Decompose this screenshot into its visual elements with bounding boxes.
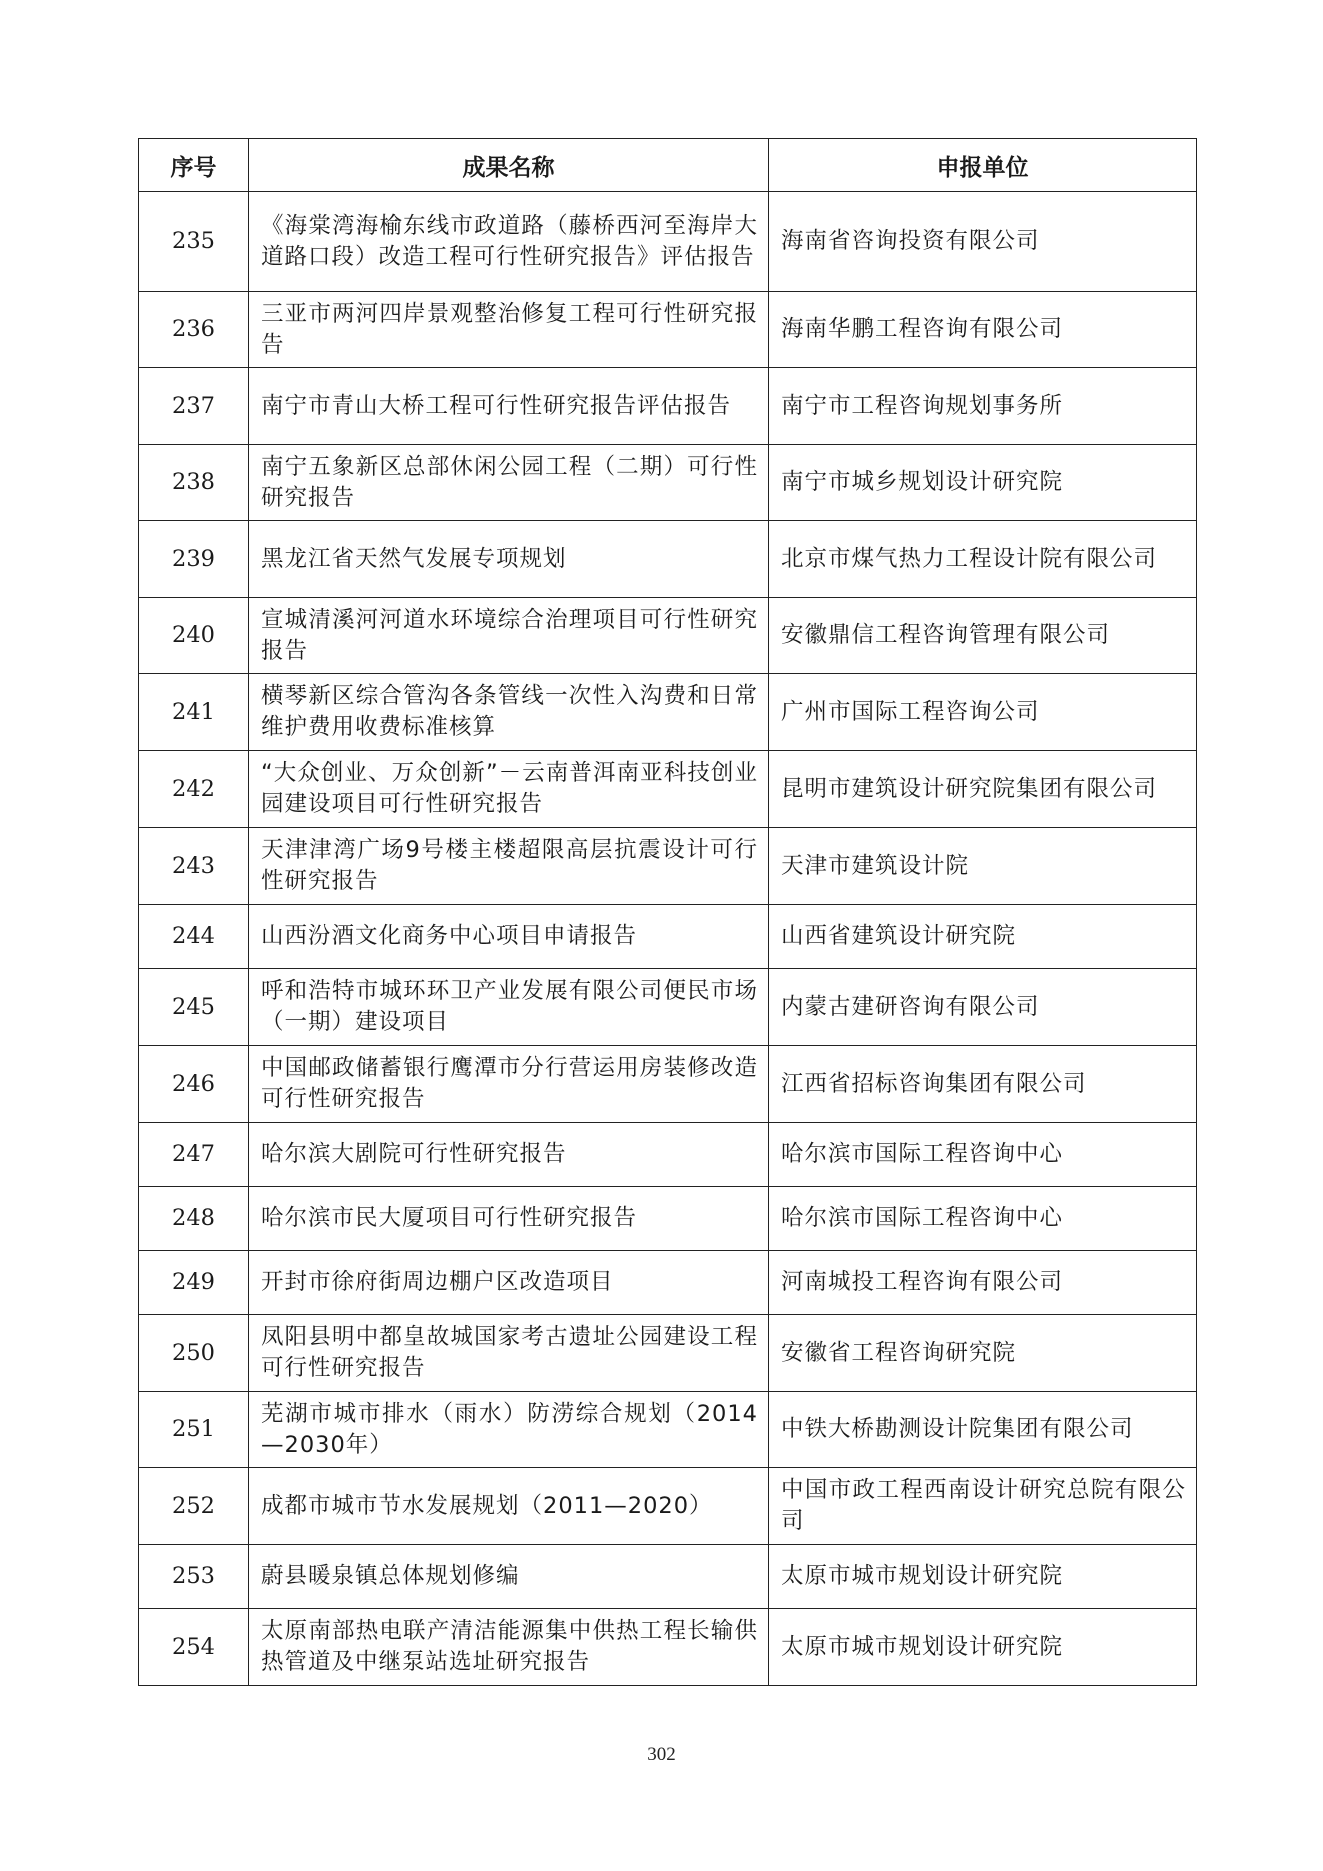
row-result-name: 太原南部热电联产清洁能源集中供热工程长输供热管道及中继泵站选址研究报告	[249, 1609, 769, 1686]
table-row	[139, 1123, 1197, 1187]
header-serial-number: 序号	[139, 139, 249, 192]
row-serial-number: 245	[139, 969, 249, 1046]
row-result-name: 凤阳县明中都皇故城国家考古遗址公园建设工程可行性研究报告	[249, 1315, 769, 1392]
row-result-name: 中国邮政储蓄银行鹰潭市分行营运用房装修改造可行性研究报告	[249, 1046, 769, 1123]
row-applicant-unit: 中铁大桥勘测设计院集团有限公司	[769, 1392, 1197, 1468]
table-body	[139, 192, 1197, 1686]
table-row	[139, 828, 1197, 905]
row-applicant-unit: 北京市煤气热力工程设计院有限公司	[769, 521, 1197, 598]
row-applicant-unit: 天津市建筑设计院	[769, 828, 1197, 905]
row-result-name: “大众创业、万众创新”－云南普洱南亚科技创业园建设项目可行性研究报告	[249, 751, 769, 828]
table-row	[139, 1392, 1197, 1468]
row-result-name: 呼和浩特市城环环卫产业发展有限公司便民市场（一期）建设项目	[249, 969, 769, 1046]
row-result-name: 蔚县暖泉镇总体规划修编	[249, 1545, 769, 1609]
header-result-name: 成果名称	[249, 139, 769, 192]
table-header-row	[139, 139, 1197, 192]
row-applicant-unit: 海南省咨询投资有限公司	[769, 192, 1197, 292]
row-serial-number: 243	[139, 828, 249, 905]
table-row	[139, 368, 1197, 445]
row-applicant-unit: 南宁市工程咨询规划事务所	[769, 368, 1197, 445]
row-applicant-unit: 内蒙古建研咨询有限公司	[769, 969, 1197, 1046]
results-table	[138, 138, 1197, 1686]
row-result-name: 宣城清溪河河道水环境综合治理项目可行性研究报告	[249, 598, 769, 674]
row-applicant-unit: 太原市城市规划设计研究院	[769, 1545, 1197, 1609]
row-applicant-unit: 南宁市城乡规划设计研究院	[769, 445, 1197, 521]
row-serial-number: 250	[139, 1315, 249, 1392]
table-row	[139, 598, 1197, 674]
table-row	[139, 521, 1197, 598]
row-result-name: 南宁五象新区总部休闲公园工程（二期）可行性研究报告	[249, 445, 769, 521]
table-row	[139, 1046, 1197, 1123]
table-row	[139, 905, 1197, 969]
row-serial-number: 252	[139, 1468, 249, 1545]
table-row	[139, 192, 1197, 292]
row-serial-number: 242	[139, 751, 249, 828]
row-serial-number: 248	[139, 1187, 249, 1251]
row-result-name: 横琴新区综合管沟各条管线一次性入沟费和日常维护费用收费标准核算	[249, 674, 769, 751]
row-result-name: 哈尔滨市民大厦项目可行性研究报告	[249, 1187, 769, 1251]
row-applicant-unit: 太原市城市规划设计研究院	[769, 1609, 1197, 1686]
row-result-name: 山西汾酒文化商务中心项目申请报告	[249, 905, 769, 969]
row-applicant-unit: 昆明市建筑设计研究院集团有限公司	[769, 751, 1197, 828]
table-row	[139, 1315, 1197, 1392]
row-applicant-unit: 山西省建筑设计研究院	[769, 905, 1197, 969]
table-row	[139, 445, 1197, 521]
row-applicant-unit: 安徽鼎信工程咨询管理有限公司	[769, 598, 1197, 674]
row-serial-number: 247	[139, 1123, 249, 1187]
row-serial-number: 244	[139, 905, 249, 969]
row-result-name: 三亚市两河四岸景观整治修复工程可行性研究报告	[249, 292, 769, 368]
row-serial-number: 241	[139, 674, 249, 751]
row-applicant-unit: 哈尔滨市国际工程咨询中心	[769, 1187, 1197, 1251]
row-applicant-unit: 哈尔滨市国际工程咨询中心	[769, 1123, 1197, 1187]
table-row	[139, 751, 1197, 828]
row-applicant-unit: 广州市国际工程咨询公司	[769, 674, 1197, 751]
row-serial-number: 254	[139, 1609, 249, 1686]
table-row	[139, 969, 1197, 1046]
table-row	[139, 1187, 1197, 1251]
row-applicant-unit: 安徽省工程咨询研究院	[769, 1315, 1197, 1392]
row-serial-number: 249	[139, 1251, 249, 1315]
row-serial-number: 236	[139, 292, 249, 368]
row-serial-number: 251	[139, 1392, 249, 1468]
row-serial-number: 239	[139, 521, 249, 598]
table-row	[139, 1468, 1197, 1545]
row-result-name: 哈尔滨大剧院可行性研究报告	[249, 1123, 769, 1187]
row-applicant-unit: 河南城投工程咨询有限公司	[769, 1251, 1197, 1315]
row-serial-number: 238	[139, 445, 249, 521]
row-result-name: 南宁市青山大桥工程可行性研究报告评估报告	[249, 368, 769, 445]
row-serial-number: 240	[139, 598, 249, 674]
table-row	[139, 292, 1197, 368]
row-applicant-unit: 江西省招标咨询集团有限公司	[769, 1046, 1197, 1123]
table-row	[139, 674, 1197, 751]
row-result-name: 成都市城市节水发展规划（2011—2020）	[249, 1468, 769, 1545]
row-serial-number: 246	[139, 1046, 249, 1123]
row-serial-number: 253	[139, 1545, 249, 1609]
row-result-name: 天津津湾广场9号楼主楼超限高层抗震设计可行性研究报告	[249, 828, 769, 905]
row-serial-number: 237	[139, 368, 249, 445]
row-serial-number: 235	[139, 192, 249, 292]
row-applicant-unit: 海南华鹏工程咨询有限公司	[769, 292, 1197, 368]
table-row	[139, 1545, 1197, 1609]
page-number: 302	[647, 1744, 676, 1765]
header-applicant-unit: 申报单位	[769, 139, 1197, 192]
row-result-name: 芜湖市城市排水（雨水）防涝综合规划（2014—2030年）	[249, 1392, 769, 1468]
row-result-name: 开封市徐府街周边棚户区改造项目	[249, 1251, 769, 1315]
row-result-name: 黑龙江省天然气发展专项规划	[249, 521, 769, 598]
table-row	[139, 1251, 1197, 1315]
table-row	[139, 1609, 1197, 1686]
row-applicant-unit: 中国市政工程西南设计研究总院有限公司	[769, 1468, 1197, 1545]
row-result-name: 《海棠湾海榆东线市政道路（藤桥西河至海岸大道路口段）改造工程可行性研究报告》评估报告	[249, 192, 769, 292]
